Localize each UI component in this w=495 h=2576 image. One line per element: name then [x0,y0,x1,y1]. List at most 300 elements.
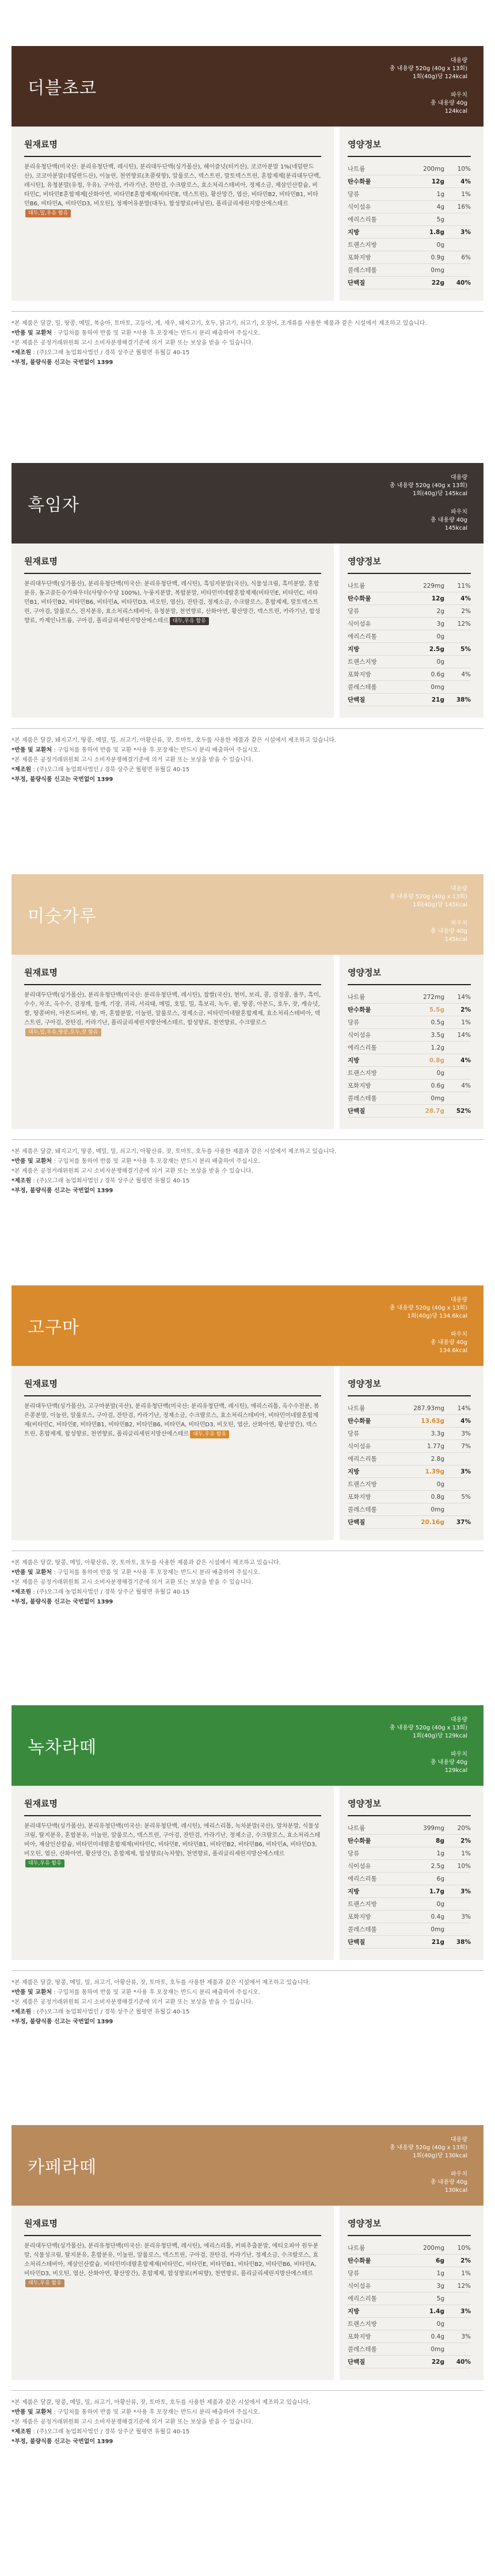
totals-line1: 대용량 [451,886,467,892]
nutrient-percent [454,1898,471,1911]
totals-line2: 총 내용량 520g (40g x 13회) [389,483,467,489]
nutrient-name: 식이섬유 [348,1440,413,1453]
totals-line6: 145kcal [444,525,467,531]
nutrient-percent: 3% [454,1885,471,1898]
nutrient-percent: 4% [454,1415,471,1427]
totals-line5: 총 내용량 40g [430,517,467,523]
product-header [12,1705,483,1786]
allergen-tag: 대두,우유 함유 [25,2279,64,2287]
product-header [12,2125,483,2206]
note-line [12,1587,483,1597]
allergen-tag: 대두,밀,우유 함유 [25,209,71,217]
nutrition-row [348,2343,471,2356]
nutrient-name: 지방 [348,1054,413,1067]
nutrient-amount: 399mg [413,1822,454,1835]
note-line [12,2017,483,2027]
note-line [12,2427,483,2437]
nutrition-row [348,991,471,1004]
totals-line2: 총 내용량 520g (40g x 13회) [389,894,467,900]
note-line [12,1978,483,1988]
note-text: : 구입처를 통하여 반품 및 교환 *사용 후 포장재는 반드시 분리 배출하여 주십시오. [52,1158,261,1165]
nutrient-name: 당류 [348,1016,413,1029]
totals-line2: 총 내용량 520g (40g x 13회) [389,1305,467,1311]
nutrient-amount: 0.8g [413,1054,454,1067]
nutrient-name: 지방 [348,1885,413,1898]
nutrient-amount: 1.8g [413,226,454,239]
totals-separator [390,1320,467,1331]
nutrient-name: 트랜스지방 [348,239,413,251]
note-label: *부정, 불량식품 신고는 국번없이 1399 [12,1188,113,1194]
nutrient-name: 에리스리톨 [348,2292,413,2305]
note-line [12,755,483,765]
totals-line2: 총 내용량 520g (40g x 13회) [389,1725,467,1731]
note-label: *제조원 [12,2429,32,2435]
nutrient-name: 탄수화물 [348,175,413,188]
nutrition-title: 영양정보 [348,966,471,985]
note-text: : (주)오그래 농업회사법인 / 경북 상주군 월평면 유월길 40-15 [31,1589,190,1595]
nutrient-name: 포화지방 [348,1911,413,1923]
nutrient-name: 단백질 [348,1516,413,1529]
nutrient-percent: 2% [454,1004,471,1016]
note-text: *본 제품은 공정거래위원회 고시 소비자분쟁해결기준에 의거 교환 또는 보상을 받을 수 있습니다. [12,340,253,346]
nutrition-row [348,1516,471,1529]
nutrient-name: 당류 [348,2267,413,2280]
nutrition-row [348,1503,471,1516]
note-label: *부정, 불량식품 신고는 국번없이 1399 [12,2439,113,2445]
totals-line6: 124kcal [444,108,467,114]
nutrient-name: 콜레스테롤 [348,1923,413,1936]
nutrition-panel [334,1366,483,1540]
nutrition-row [348,2330,471,2343]
nutrient-name: 트랜스지방 [348,1478,413,1491]
ingredients-text-block [24,580,321,626]
allergen-tag: 대두,우유 함유 [190,1430,229,1438]
nutrition-row [348,643,471,656]
totals-line3: 1회(40g)당 129kcal [412,1733,467,1739]
nutrient-percent [454,1067,471,1080]
nutrition-row [348,1898,471,1911]
nutrient-name: 탄수화물 [348,592,413,605]
nutrient-name: 당류 [348,188,413,201]
totals-line1: 대용량 [451,2137,467,2143]
note-label: *부정, 불량식품 신고는 국번없이 1399 [12,1599,113,1605]
nutrient-percent [454,264,471,277]
product-totals [390,57,467,116]
info-panels [12,127,483,301]
note-label: *반품 및 교환처 [12,1989,52,1996]
nutrient-name: 탄수화물 [348,2255,413,2267]
note-label: *제조원 [12,1178,32,1184]
nutrient-percent [454,1042,471,1054]
nutrient-percent: 3% [454,2305,471,2318]
nutrient-amount: 0g [413,1478,454,1491]
nutrient-amount: 21g [413,694,454,706]
nutrient-name: 나트륨 [348,163,413,175]
nutrient-percent [454,681,471,694]
info-panels [12,1366,483,1540]
nutrient-amount: 12g [413,175,454,188]
nutrient-name: 콜레스테롤 [348,1092,413,1105]
totals-line3: 1회(40g)당 134.6kcal [407,1313,467,1319]
note-label: *반품 및 교환처 [12,330,52,336]
nutrient-name: 포화지방 [348,1491,413,1503]
nutrient-percent: 1% [454,188,471,201]
nutrition-row [348,226,471,239]
totals-line6: 130kcal [444,2187,467,2194]
nutrient-percent [454,239,471,251]
ingredients-title: 원재료명 [24,2217,321,2236]
totals-line4: 파우치 [451,920,467,927]
nutrient-name: 트랜스지방 [348,656,413,668]
product-notes [12,2390,483,2447]
nutrition-row [348,592,471,605]
ingredients-text-block [24,1822,321,1868]
nutrition-row [348,681,471,694]
nutrient-amount: 1g [413,188,454,201]
nutrient-percent: 16% [454,201,471,213]
nutrition-row [348,1105,471,1117]
nutrition-row [348,630,471,643]
totals-line5: 총 내용량 40g [430,1759,467,1766]
nutrient-amount: 5g [413,2292,454,2305]
nutrition-row [348,1016,471,1029]
nutrition-row [348,175,471,188]
note-label: *반품 및 교환처 [12,2409,52,2416]
nutrient-amount: 3g [413,618,454,630]
nutrition-row [348,1478,471,1491]
nutrition-row [348,264,471,277]
nutrient-amount: 3.5g [413,1029,454,1042]
ingredients-panel [12,127,334,301]
nutrient-percent: 3% [454,226,471,239]
note-line [12,338,483,348]
nutrition-row [348,213,471,226]
nutrient-percent: 4% [454,1080,471,1092]
nutrition-row [348,618,471,630]
nutrient-amount: 6g [413,2255,454,2267]
totals-separator [390,498,467,508]
note-text: : (주)오그래 농업회사법인 / 경북 상주군 월평면 유월길 40-15 [31,350,190,356]
nutrient-percent [454,213,471,226]
note-label: *반품 및 교환처 [12,747,52,753]
note-text: *본 제품은 공정거래위원회 고시 소비자분쟁해결기준에 의거 교환 또는 보상을 받을 수 있습니다. [12,1579,253,1586]
nutrient-name: 콜레스테롤 [348,2343,413,2356]
nutrient-percent [454,1923,471,1936]
nutrient-amount: 13.63g [413,1415,454,1427]
totals-line1: 대용량 [451,1717,467,1723]
product-notes [12,1139,483,1196]
nutrient-amount: 0.4g [413,2330,454,2343]
totals-line5: 총 내용량 40g [430,100,467,106]
nutrient-name: 지방 [348,226,413,239]
nutrient-amount: 1.39g [413,1465,454,1478]
nutrient-percent: 3% [454,1911,471,1923]
totals-line3: 1회(40g)당 145kcal [412,902,467,908]
nutrient-percent [454,2343,471,2356]
nutrition-row [348,1847,471,1860]
nutrient-name: 포화지방 [348,2330,413,2343]
nutrient-amount: 22g [413,277,454,289]
nutrition-row [348,188,471,201]
nutrient-percent [454,1873,471,1885]
nutrition-row [348,1067,471,1080]
nutrition-row [348,2280,471,2292]
product-name: 미숫가루 [28,907,97,926]
nutrition-row [348,1004,471,1016]
totals-line6: 129kcal [444,1767,467,1774]
nutrient-percent [454,656,471,668]
ingredients-panel [12,955,334,1129]
nutrient-amount: 229mg [413,580,454,592]
nutrient-percent: 6% [454,251,471,264]
ingredients-panel [12,1786,334,1960]
product-notes [12,1551,483,1607]
nutrient-amount: 2.8g [413,1453,454,1465]
nutrient-percent: 14% [454,991,471,1004]
product-totals [390,1296,467,1355]
nutrient-amount: 28.7g [413,1105,454,1117]
info-panels [12,1786,483,1960]
nutrient-percent: 4% [454,668,471,681]
info-panels [12,543,483,718]
nutrition-row [348,2305,471,2318]
totals-line4: 파우치 [451,2171,467,2177]
ingredients-panel [12,543,334,718]
nutrition-title: 영양정보 [348,555,471,574]
product-header [12,1285,483,1366]
note-line [12,328,483,338]
note-line [12,319,483,328]
nutrient-name: 식이섬유 [348,1029,413,1042]
nutrition-row [348,580,471,592]
note-text: : (주)오그래 농업회사법인 / 경북 상주군 월평면 유월길 40-15 [31,2009,190,2015]
nutrient-percent: 1% [454,1847,471,1860]
nutrient-amount: 0.9g [413,251,454,264]
nutrient-amount: 3.3g [413,1427,454,1440]
nutrient-name: 식이섬유 [348,2280,413,2292]
nutrient-name: 포화지방 [348,251,413,264]
ingredients-title: 원재료명 [24,555,321,574]
note-line [12,2417,483,2427]
nutrition-row [348,1835,471,1847]
nutrient-name: 탄수화물 [348,1835,413,1847]
nutrition-row [348,1911,471,1923]
nutrient-percent: 52% [454,1105,471,1117]
product-section-double-choco [0,46,495,368]
totals-line1: 대용량 [451,474,467,481]
note-line [12,1186,483,1196]
nutrition-row [348,1054,471,1067]
note-line [12,765,483,775]
nutrient-amount: 0.6g [413,1080,454,1092]
nutrient-amount: 0g [413,656,454,668]
totals-line2: 총 내용량 520g (40g x 13회) [389,2145,467,2151]
totals-line5: 총 내용량 40g [430,928,467,935]
nutrient-amount: 0mg [413,264,454,277]
nutrition-row [348,239,471,251]
note-line [12,1558,483,1568]
nutrient-name: 나트륨 [348,580,413,592]
nutrient-percent: 5% [454,643,471,656]
note-text: : 구입처를 통하여 반품 및 교환 *사용 후 포장재는 반드시 분리 배출하여 주십시오. [52,1989,261,1996]
nutrient-percent [454,630,471,643]
note-label: *부정, 불량식품 신고는 국번없이 1399 [12,2019,113,2025]
allergen-tag: 대두,우유 함유 [25,1859,64,1867]
nutrient-percent: 4% [454,175,471,188]
nutrition-row [348,163,471,175]
nutrition-panel [334,1786,483,1960]
product-name: 녹차라떼 [28,1738,97,1757]
allergen-tag: 대두,우유 함유 [170,617,209,625]
nutrition-row [348,694,471,706]
nutrient-amount: 8g [413,1835,454,1847]
totals-line1: 대용량 [451,58,467,64]
nutrition-row [348,2356,471,2368]
nutrient-percent: 3% [454,1427,471,1440]
nutrition-panel [334,127,483,301]
nutrient-amount: 0g [413,1898,454,1911]
nutrition-row [348,251,471,264]
nutrient-name: 단백질 [348,2356,413,2368]
nutrient-name: 지방 [348,2305,413,2318]
totals-separator [390,2160,467,2171]
note-label: *반품 및 교환처 [12,1158,52,1165]
nutrient-percent: 1% [454,2267,471,2280]
nutrition-row [348,1029,471,1042]
nutrient-percent: 40% [454,277,471,289]
nutrition-row [348,1873,471,1885]
product-totals [390,2136,467,2195]
nutrient-percent: 20% [454,1822,471,1835]
note-label: *제조원 [12,2009,32,2015]
nutrient-name: 단백질 [348,1936,413,1949]
note-line [12,2407,483,2417]
nutrient-name: 트랜스지방 [348,1067,413,1080]
nutrient-name: 식이섬유 [348,1860,413,1873]
nutrient-amount: 20.16g [413,1516,454,1529]
nutrient-percent: 10% [454,2242,471,2255]
nutrient-percent: 12% [454,2280,471,2292]
nutrient-amount: 6g [413,1873,454,1885]
nutrition-row [348,668,471,681]
nutrient-amount: 0g [413,1067,454,1080]
product-header [12,46,483,127]
totals-separator [390,1740,467,1751]
note-line [12,2437,483,2447]
nutrient-amount: 0mg [413,1923,454,1936]
note-label: *부정, 불량식품 신고는 국번없이 1399 [12,776,113,783]
nutrient-name: 트랜스지방 [348,1898,413,1911]
info-panels [12,955,483,1129]
nutrient-percent: 1% [454,1016,471,1029]
note-label: *제조원 [12,767,32,773]
nutrition-row [348,1822,471,1835]
note-text: *본 제품은 달걀, 밀, 땅콩, 메밀, 복숭아, 토마토, 고등어, 게, 새우, 돼지고기, 호두, 닭고기, 쇠고기, 오징어, 조개류를 사용한 제품과 같은 시설에서 제조하고 있습니다. [12,320,427,327]
nutrient-amount: 1.2g [413,1042,454,1054]
note-line [12,1578,483,1587]
product-notes [12,1970,483,2027]
nutrition-table [348,991,471,1117]
note-text: *본 제품은 공정거래위원회 고시 소비자분쟁해결기준에 의거 교환 또는 보상을 받을 수 있습니다. [12,1168,253,1174]
nutrition-table [348,2242,471,2368]
nutrient-name: 콜레스테롤 [348,681,413,694]
nutrient-percent: 5% [454,1491,471,1503]
nutrient-amount: 21g [413,1936,454,1949]
ingredients-text-block [24,2242,321,2288]
nutrient-name: 포화지방 [348,1080,413,1092]
allergen-tag: 대두,밀,우유,땅콩,호두,잣 함유 [25,1028,101,1036]
product-name: 흑임자 [28,496,79,515]
nutrition-row [348,1885,471,1898]
note-line [12,1988,483,1997]
product-section-sweet-potato [0,1285,495,1607]
nutrient-percent: 40% [454,2356,471,2368]
note-text: *본 제품은 공정거래위원회 고시 소비자분쟁해결기준에 의거 교환 또는 보상을 받을 수 있습니다. [12,757,253,763]
product-totals [390,1716,467,1775]
nutrient-percent: 38% [454,694,471,706]
nutrient-amount: 1g [413,1847,454,1860]
nutrient-percent: 3% [454,2330,471,2343]
note-text: *본 제품은 달걀, 땅콩, 메밀, 밀, 쇠고기, 아황산류, 잣, 토마토, 호두를 사용한 제품과 같은 시설에서 제조하고 있습니다. [12,2399,311,2406]
ingredients-text-block [24,991,321,1037]
nutrient-amount: 1.77g [413,1440,454,1453]
nutrient-name: 에리스리톨 [348,213,413,226]
nutrient-amount: 0g [413,239,454,251]
product-name: 고구마 [28,1318,79,1337]
nutrient-amount: 4g [413,201,454,213]
nutrient-percent [454,1092,471,1105]
nutrient-name: 탄수화물 [348,1415,413,1427]
note-line [12,2007,483,2017]
product-totals [390,885,467,944]
nutrient-name: 단백질 [348,277,413,289]
nutrient-amount: 5g [413,213,454,226]
note-line [12,2398,483,2407]
nutrition-row [348,2255,471,2267]
nutrition-panel [334,543,483,718]
nutrient-percent: 38% [454,1936,471,1949]
nutrient-percent: 11% [454,580,471,592]
nutrient-amount: 0.6g [413,668,454,681]
nutrition-row [348,1453,471,1465]
note-line [12,1568,483,1578]
ingredients-panel [12,2206,334,2380]
note-text: : 구입처를 통하여 반품 및 교환 *사용 후 포장재는 반드시 분리 배출하여 주십시오. [52,330,261,336]
note-label: *제조원 [12,1589,32,1595]
nutrition-table [348,1822,471,1949]
nutrient-name: 식이섬유 [348,618,413,630]
nutrient-name: 단백질 [348,694,413,706]
ingredients-panel [12,1366,334,1540]
product-section-misu [0,874,495,1196]
totals-line4: 파우치 [451,1751,467,1758]
ingredients-text: 분리대두단백(싱가폴산), 분리유청단백(미국산: 분리유청단백, 레시틴), 찹쌀(국산), 현미, 보리, 콩, 검정콩, 율무, 흑미, 수수, 차조, 옥수수, 검정깨, 들깨, 기장, 귀리, 서리태, 메밀, 호밀, 밀, 흑보리, 녹두, 팥, 땅콩, 아몬드, 호두, 잣, 캐슈넛, 쌀, 땅콩버터, 아몬드버터, 밤, 마, 혼합분말, 이눌린, 알룰로스, 정제소금, 비타민미네랄혼합제제, 효소처리스테비아, 덱스트린, 구아검, 잔탄검, 카라기난, 폴리글리세린지방산에스테르, 합성향료, 천연향료, 수크랄로스 [24,992,321,1026]
nutrition-row [348,201,471,213]
nutrient-name: 당류 [348,1847,413,1860]
nutrient-amount: 200mg [413,163,454,175]
note-text: *본 제품은 공정거래위원회 고시 소비자분쟁해결기준에 의거 교환 또는 보상을 받을 수 있습니다. [12,1999,253,2005]
note-line [12,1157,483,1166]
nutrient-percent: 7% [454,1440,471,1453]
nutrient-percent: 37% [454,1516,471,1529]
nutrient-percent: 4% [454,592,471,605]
nutrient-percent: 10% [454,163,471,175]
note-line [12,1597,483,1607]
nutrient-name: 나트륨 [348,991,413,1004]
nutrient-name: 콜레스테롤 [348,1503,413,1516]
totals-line1: 대용량 [451,1297,467,1303]
nutrition-table [348,163,471,289]
